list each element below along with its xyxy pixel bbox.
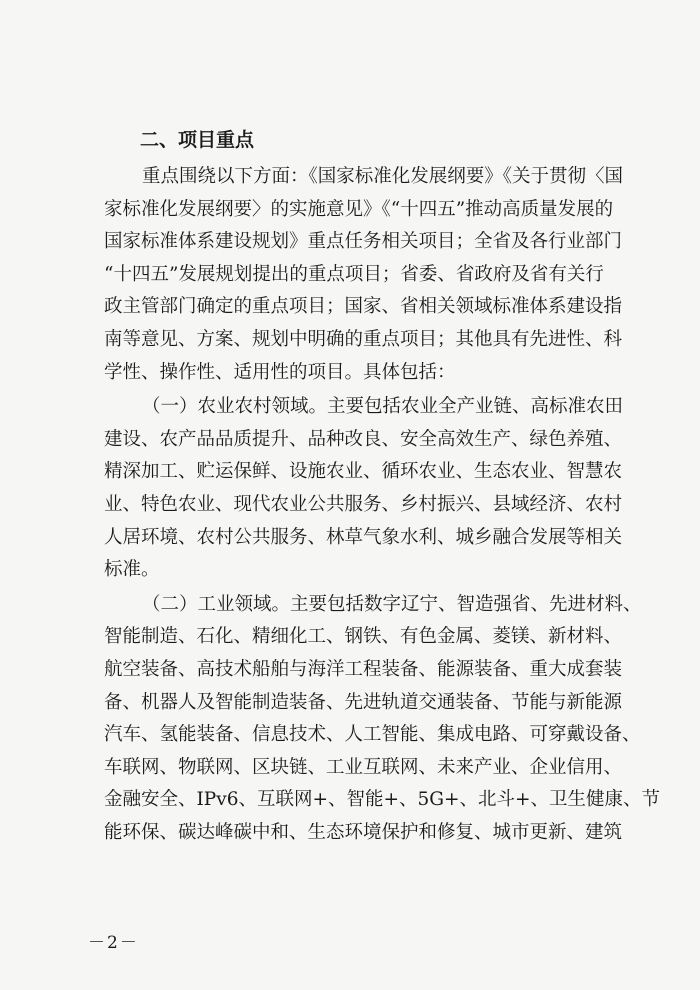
paragraph-line: 建设、农产品品质提升、品种改良、安全高效生产、绿色养殖、 xyxy=(104,428,623,450)
paragraph-line: 国家标准体系建设规划》重点任务相关项目；全省及各行业部门 xyxy=(104,231,623,253)
paragraph-line: 重点围绕以下方面：《国家标准化发展纲要》《关于贯彻〈国 xyxy=(142,166,624,187)
paragraph-list xyxy=(104,161,661,849)
paragraph-line: 能环保、碳达峰碳中和、生态环境保护和修复、城市更新、建筑 xyxy=(104,821,623,843)
paragraph-line: 精深加工、贮运保鲜、设施农业、循环农业、生态农业、智慧农 xyxy=(104,461,623,483)
paragraph-line: （一）农业农村领域。主要包括农业全产业链、高标准农田 xyxy=(142,396,624,418)
paragraph-line: 学性、操作性、适用性的项目。具体包括： xyxy=(104,361,456,383)
paragraph-line: 汽车、氢能装备、信息技术、人工智能、集成电路、可穿戴设备、 xyxy=(104,724,641,746)
paragraph-line: “十四五”发展规划提出的重点项目；省委、省政府及省有关行 xyxy=(104,263,604,285)
paragraph-line: 南等意见、方案、规划中明确的重点项目；其他具有先进性、科 xyxy=(104,328,623,350)
body-paragraph xyxy=(104,161,624,389)
page-number: －2－ xyxy=(88,933,139,953)
body-paragraph xyxy=(104,391,624,587)
paragraph-line: 业、特色农业、现代农业公共服务、乡村振兴、县域经济、农村 xyxy=(104,493,623,515)
paragraph-line: 人居环境、农村公共服务、林草气象水利、城乡融合发展等相关 xyxy=(104,526,623,548)
section-heading: 二、项目重点 xyxy=(140,129,255,151)
paragraph-line: 备、机器人及智能制造装备、先进轨道交通装备、节能与新能源 xyxy=(104,691,623,713)
paragraph-line: 航空装备、高技术船舶与海洋工程装备、能源装备、重大成套装 xyxy=(104,658,623,680)
body-paragraph xyxy=(104,589,661,850)
paragraph-line: 政主管部门确定的重点项目；国家、省相关领域标准体系建设指 xyxy=(104,296,623,318)
paragraph-line: （二）工业领域。主要包括数字辽宁、智造强省、先进材料、 xyxy=(142,593,642,615)
document-body xyxy=(104,124,661,851)
paragraph-line: 标准。 xyxy=(104,559,160,581)
paragraph-line: 智能制造、石化、精细化工、钢铁、有色金属、菱镁、新材料、 xyxy=(104,626,623,648)
paragraph-line: 车联网、物联网、区块链、工业互联网、未来产业、企业信用、 xyxy=(104,756,623,778)
paragraph-line: 家标准化发展纲要〉的实施意见》《“十四五”推动高质量发展的 xyxy=(104,198,614,220)
paragraph-line: 金融安全、IPv6、互联网+、智能+、5G+、北斗+、卫生健康、节 xyxy=(104,789,661,811)
